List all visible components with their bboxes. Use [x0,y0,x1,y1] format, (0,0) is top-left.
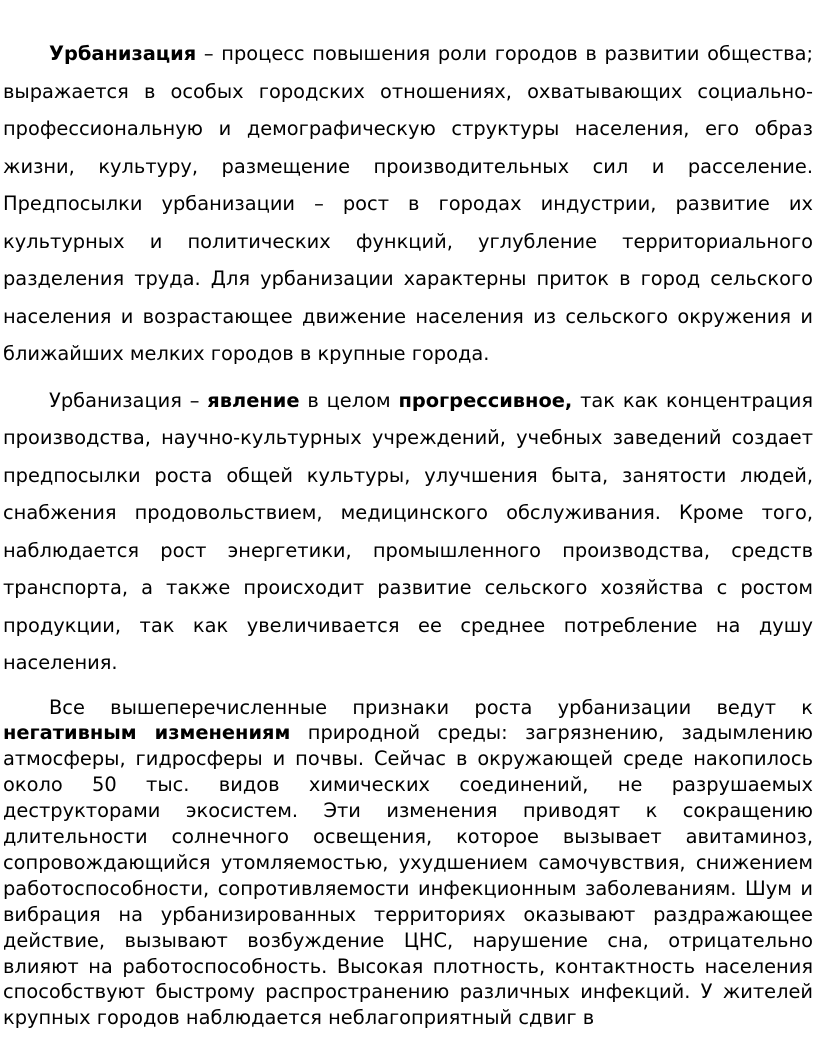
term-phenomenon: явление [207,388,300,412]
term-progressive: прогрессивное, [398,388,573,412]
paragraph-text: – процесс повышения роли городов в развитии общества; выражается в особых городских отношениях, охватывающих социально-профессиональную и демографическую структуры населения, его образ жизни, культуру, размещение производительных сил и расселение. Предпосылки урбанизации – рост в городах индустрии, развитие их культурных и политических функций, углубление территориального разделения труда. Для урбанизации характерны приток в город сельского населения и возрастающее движение населения из сельского окружения и ближайших мелких городов в крупные города. [3,42,813,365]
paragraph-text: так как концентрация производства, научно-культурных учреждений, учебных заведений создает предпосылки роста общей культуры, улучшения быта, занятости людей, снабжения продовольствием, медицинского обслуживания. Кроме того, наблюдается рост энергетики, промышленного производства, средств транспорта, а также происходит развитие сельского хозяйства с ростом продукции, так как увеличивается ее среднее потребление на душу населения. [3,388,814,674]
paragraph-text: Все вышеперечисленные признаки роста урбанизации ведут к [49,695,813,719]
paragraph-urbanization-definition [3,35,813,373]
paragraph-text: Урбанизация – [49,388,208,412]
paragraph-text: в целом [299,388,399,412]
paragraph-negative-changes [3,695,813,1032]
paragraph-urbanization-progressive [3,382,813,682]
term-urbanization: Урбанизация [49,42,197,65]
paragraph-text: природной среды: загрязнению, задымлению атмосферы, гидросферы и почвы. Сейчас в окружающей среде накопилось около 50 тыс. видов химических соединений, не разрушаемых деструкторами экосистем. Эти изменения приводят к сокращению длительности солнечного освещения, которое вызывает авитаминоз, сопровождающийся утомляемостью, ухудшением самочувствия, снижением работоспособности, сопротивляемости инфекционным заболеваниям. Шум и вибрация на урбанизированных территориях оказывают раздражающее действие, вызывают возбуждение ЦНС, нарушение сна, отрицательно влияют на работоспособность. Высокая плотность, контактность населения способствуют быстрому распространению различных инфекций. У жителей крупных городов наблюдается неблагоприятный сдвиг в [3,721,813,1030]
term-negative-changes: негативным изменениям [3,721,291,745]
